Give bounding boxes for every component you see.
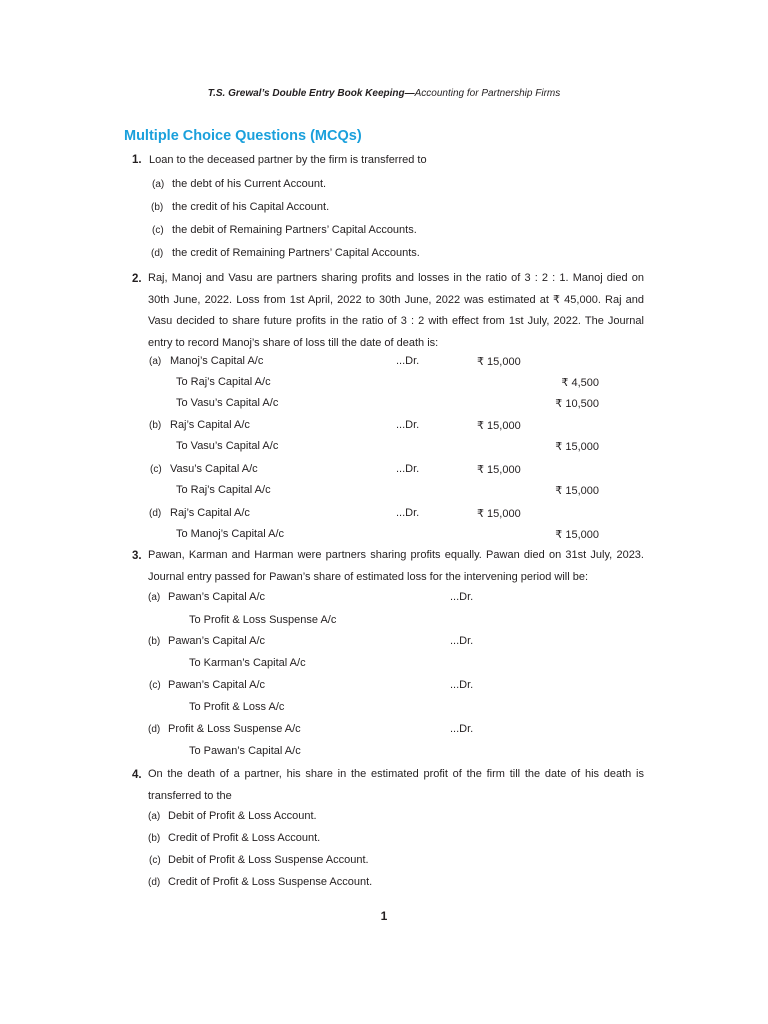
- dr-marker: ...Dr.: [396, 463, 420, 475]
- option-label: (c): [152, 225, 164, 236]
- debit-account: Manoj’s Capital A/c: [170, 355, 264, 367]
- option-label: (d): [149, 508, 162, 519]
- option-label: (d): [148, 724, 161, 735]
- dr-marker: ...Dr.: [396, 507, 420, 519]
- option-label: (b): [151, 202, 164, 213]
- debit-account: Pawan’s Capital A/c: [168, 591, 266, 603]
- credit-account: To Karman’s Capital A/c: [189, 657, 306, 669]
- option-label: (c): [149, 855, 161, 866]
- credit-amount: ₹ 15,000: [555, 441, 599, 453]
- question-text: Loan to the deceased partner by the firm is transferred to: [149, 154, 427, 166]
- option-text: the debt of his Current Account.: [172, 178, 327, 190]
- credit-account: To Vasu’s Capital A/c: [176, 440, 279, 452]
- option-label: (b): [149, 420, 162, 431]
- question-number: 3.: [132, 550, 142, 562]
- debit-account: Pawan’s Capital A/c: [168, 635, 266, 647]
- option-text: the credit of Remaining Partners’ Capital Accounts.: [172, 247, 420, 259]
- debit-account: Raj’s Capital A/c: [170, 507, 250, 519]
- option-label: (b): [148, 636, 161, 647]
- question-number: 1.: [132, 154, 142, 166]
- question-text: On the death of a partner, his share in the estimated profit of the firm till the date of his death is transferred to the: [148, 768, 644, 802]
- credit-account: To Pawan’s Capital A/c: [189, 745, 301, 757]
- option-text: Credit of Profit & Loss Suspense Account.: [168, 876, 373, 888]
- option-text: the credit of his Capital Account.: [172, 201, 330, 213]
- debit-amount: ₹ 15,000: [477, 508, 521, 520]
- credit-amount: ₹ 4,500: [561, 377, 599, 389]
- option-text: Credit of Profit & Loss Account.: [168, 832, 321, 844]
- dr-marker: ...Dr.: [396, 419, 420, 431]
- option-label: (d): [148, 877, 161, 888]
- credit-account: To Manoj’s Capital A/c: [176, 528, 285, 540]
- dr-marker: ...Dr.: [450, 591, 474, 603]
- debit-account: Vasu’s Capital A/c: [170, 463, 258, 475]
- option-text: the debit of Remaining Partners’ Capital Accounts.: [172, 224, 417, 236]
- question-number: 4.: [132, 769, 142, 781]
- option-text: Debit of Profit & Loss Account.: [168, 810, 317, 822]
- option-label: (d): [151, 248, 164, 259]
- credit-amount: ₹ 10,500: [555, 398, 599, 410]
- dr-marker: ...Dr.: [450, 679, 474, 691]
- running-header: [0, 88, 768, 99]
- credit-account: To Raj’s Capital A/c: [176, 376, 271, 388]
- section-title: Multiple Choice Questions (MCQs): [124, 128, 362, 144]
- option-label: (b): [148, 833, 161, 844]
- debit-amount: ₹ 15,000: [477, 464, 521, 476]
- page-number: 1: [380, 909, 388, 923]
- option-text: Debit of Profit & Loss Suspense Account.: [168, 854, 369, 866]
- book-title: T.S. Grewal’s Double Entry Book Keeping—: [207, 88, 415, 99]
- debit-amount: ₹ 15,000: [477, 356, 521, 368]
- credit-account: To Profit & Loss A/c: [189, 701, 285, 713]
- question-text: Pawan, Karman and Harman were partners sharing profits equally. Pawan died on 31st July, 2023. Journal entry passed for Pawan’s share of estimated loss for the intervening period will be:: [148, 549, 644, 583]
- credit-amount: ₹ 15,000: [555, 529, 599, 541]
- option-label: (c): [150, 464, 162, 475]
- debit-account: Profit & Loss Suspense A/c: [168, 723, 301, 735]
- option-label: (a): [152, 179, 165, 190]
- debit-account: Pawan’s Capital A/c: [168, 679, 266, 691]
- dr-marker: ...Dr.: [450, 635, 474, 647]
- credit-account: To Raj’s Capital A/c: [176, 484, 271, 496]
- option-label: (a): [148, 592, 161, 603]
- question-number: 2.: [132, 273, 142, 285]
- credit-account: To Profit & Loss Suspense A/c: [189, 614, 337, 626]
- book-subtitle: Accounting for Partnership Firms: [414, 88, 561, 99]
- dr-marker: ...Dr.: [450, 723, 474, 735]
- dr-marker: ...Dr.: [396, 355, 420, 367]
- option-label: (a): [148, 811, 161, 822]
- debit-account: Raj’s Capital A/c: [170, 419, 250, 431]
- option-label: (a): [149, 356, 162, 367]
- question-text: Raj, Manoj and Vasu are partners sharing profits and losses in the ratio of 3 : 2 : 1. Manoj died on 30th June, 2022. Loss from 1st April, 2022 to 30th June, 2022 was estimated at ₹ 45,000. Raj and Vasu decided to share future profits in the ratio of 3 : 2 with effect from 1st July, 2022. The Journal entry to record Manoj’s share of loss till the date of death is:: [148, 272, 644, 349]
- debit-amount: ₹ 15,000: [477, 420, 521, 432]
- option-label: (c): [149, 680, 161, 691]
- credit-account: To Vasu’s Capital A/c: [176, 397, 279, 409]
- credit-amount: ₹ 15,000: [555, 485, 599, 497]
